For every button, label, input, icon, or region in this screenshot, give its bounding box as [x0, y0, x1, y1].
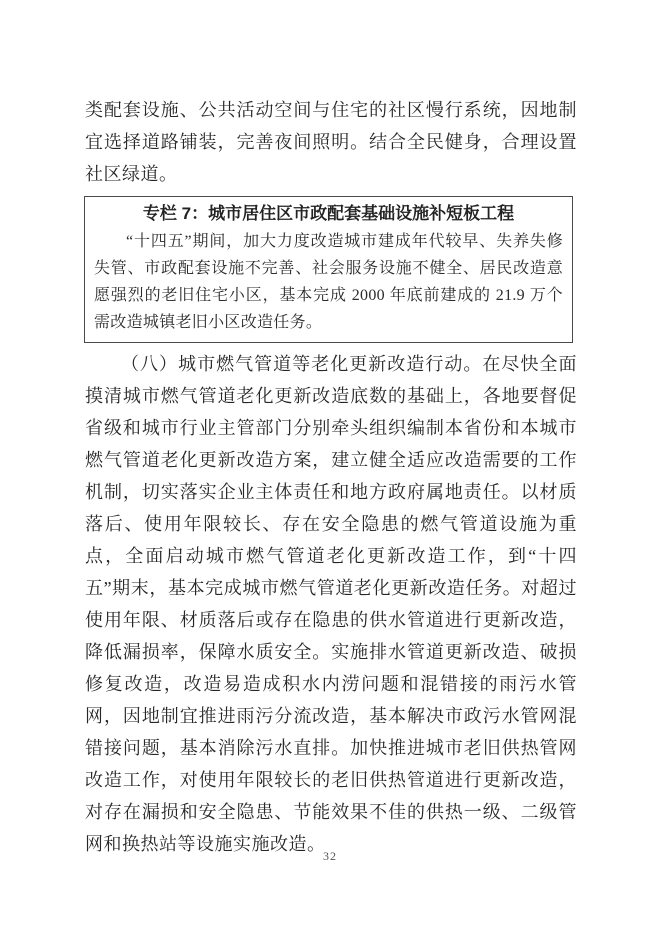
callout-box-title: 专栏 7：城市居住区市政配套基础设施补短板工程 [142, 204, 515, 223]
callout-box-body: “十四五”期间，加大力度改造城市建成年代较早、失养失修失管、市政配套设施不完善、社会服务设施不健全、居民改造意愿强烈的老旧住宅小区，基本完成 2000 年底前建成的 21.9 万个需改造城镇老旧小区改造任务。 [94, 233, 563, 331]
page-number: 32 [323, 849, 337, 863]
paragraph-gas-pipeline-renewal: （八）城市燃气管道等老化更新改造行动。在尽快全面摸清城市燃气管道老化更新改造底数的基础上，各地要督促省级和城市行业主管部门分别牵头组织编制本省份和本城市燃气管道老化更新改造方案，建立健全适应改造需要的工作机制，切实落实企业主体责任和地方政府属地责任。以材质落后、使用年限较长、存在安全隐患的燃气管道设施为重点，全面启动城市燃气管道老化更新改造工作，到“十四五”期末，基本完成城市燃气管道老化更新改造任务。对超过使用年限、材质落后或存在隐患的供水管道进行更新改造，降低漏损率，保障水质安全。实施排水管道更新改造、破损修复改造，改造易造成积水内涝问题和混错接的雨污水管网，因地制宜推进雨污分流改造，基本解决市政污水管网混错接问题，基本消除污水直排。加快推进城市老旧供热管网改造工作，对使用年限较长的老旧供热管道进行更新改造，对存在漏损和安全隐患、节能效果不佳的供热一级、二级管网和换热站等设施实施改造。 [85, 354, 577, 854]
callout-box-project7 [84, 196, 573, 343]
paragraph-community-facilities: 类配套设施、公共活动空间与住宅的社区慢行系统，因地制宜选择道路铺装，完善夜间照明。结合全民健身，合理设置社区绿道。 [85, 100, 577, 184]
text-block [85, 94, 577, 860]
